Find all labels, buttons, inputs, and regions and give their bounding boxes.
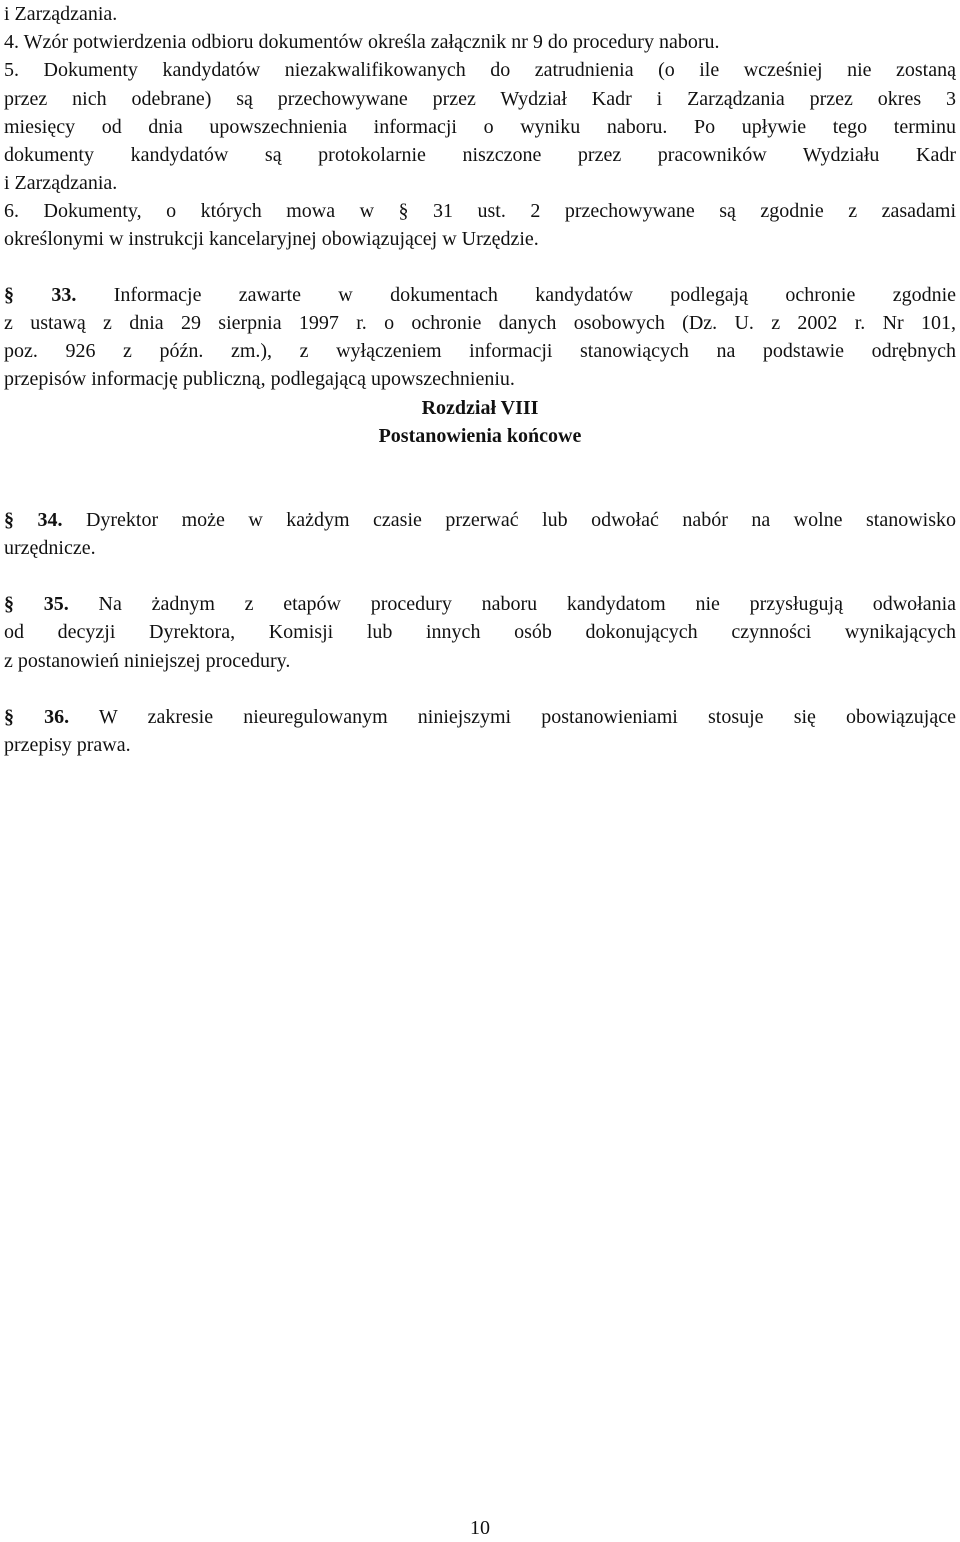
- text: Informacje zawarte w dokumentach kandydatów podlegają ochronie zgodnie: [113, 284, 956, 306]
- section-number: § 35.: [4, 593, 69, 615]
- text-line: [4, 281, 956, 309]
- text-line: przepisy prawa.: [4, 734, 131, 756]
- text-line: od decyzji Dyrektora, Komisji lub innych osób dokonujących czynności wynikających: [4, 621, 956, 643]
- text-line: z ustawą z dnia 29 sierpnia 1997 r. o ochronie danych osobowych (Dz. U. z 2002 r. Nr 101,: [4, 312, 956, 334]
- text-line: [4, 506, 956, 534]
- text: Na żadnym z etapów procedury naboru kandydatom nie przysługują odwołania: [98, 593, 956, 615]
- chapter-subtitle: Postanowienia końcowe: [378, 425, 582, 447]
- text-line: przepisów informację publiczną, podlegającą upowszechnieniu.: [4, 368, 515, 390]
- text-line: 5. Dokumenty kandydatów niezakwalifikowanych do zatrudnienia (o ile wcześniej nie zostaną: [4, 59, 956, 81]
- text-line: poz. 926 z późn. zm.), z wyłączeniem informacji stanowiących na podstawie odrębnych: [4, 340, 956, 362]
- section-number: § 36.: [4, 706, 70, 728]
- text: Dyrektor może w każdym czasie przerwać lub odwołać nabór na wolne stanowisko: [85, 509, 956, 531]
- text-line: miesięcy od dnia upowszechnienia informacji o wyniku naboru. Po upływie tego terminu: [4, 116, 956, 138]
- text-line: [4, 590, 956, 618]
- text-line: przez nich odebrane) są przechowywane przez Wydział Kadr i Zarządzania przez okres 3: [4, 88, 956, 110]
- text-line: z postanowień niniejszej procedury.: [4, 650, 291, 672]
- text-line: i Zarządzania.: [4, 3, 118, 25]
- text-line: [4, 703, 956, 731]
- text-line: urzędnicze.: [4, 537, 96, 559]
- text-line: dokumenty kandydatów są protokolarnie niszczone przez pracowników Wydziału Kadr: [4, 144, 956, 166]
- text-line: określonymi w instrukcji kancelaryjnej obowiązującej w Urzędzie.: [4, 228, 539, 250]
- section-number: § 33.: [4, 284, 77, 306]
- text: W zakresie nieuregulowanym niniejszymi postanowieniami stosuje się obowiązujące: [98, 706, 956, 728]
- page-number: 10: [470, 1517, 490, 1539]
- text-line: i Zarządzania.: [4, 172, 118, 194]
- chapter-title: Rozdział VIII: [421, 397, 539, 419]
- text-line: 6. Dokumenty, o których mowa w § 31 ust. 2 przechowywane są zgodnie z zasadami: [4, 200, 956, 222]
- section-number: § 34.: [4, 509, 63, 531]
- text-line: 4. Wzór potwierdzenia odbioru dokumentów określa załącznik nr 9 do procedury naboru.: [4, 31, 720, 53]
